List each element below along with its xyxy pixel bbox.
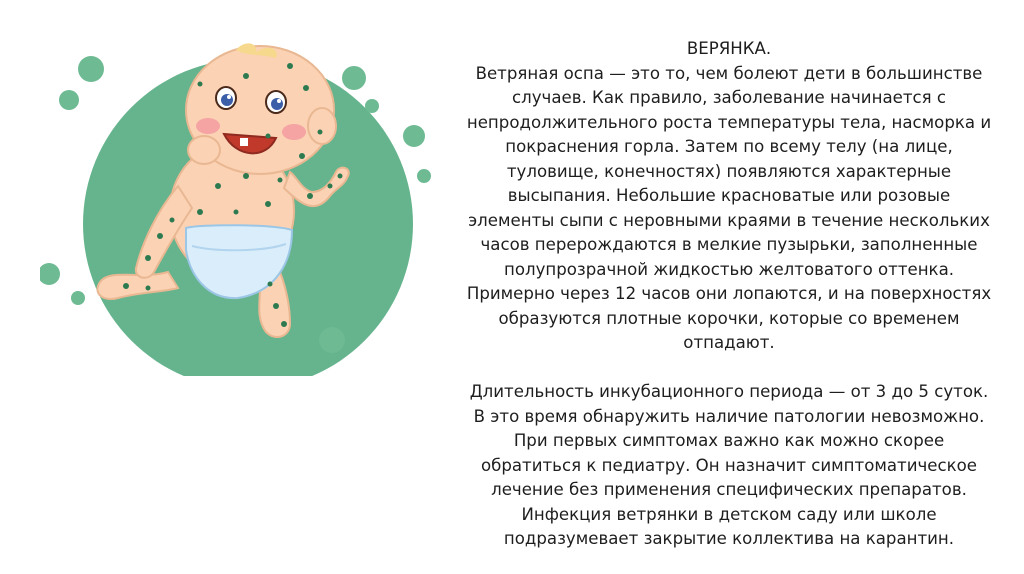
baby-with-chickenpox-illustration xyxy=(40,36,440,376)
text-line: При первых симптомах важно как можно скорее xyxy=(513,431,945,450)
text-line: непродолжительного роста температуры тела, насморка и xyxy=(466,112,992,132)
decor-dot xyxy=(403,125,425,147)
text-line: случаев. Как правило, заболевание начинается с xyxy=(512,88,946,107)
baby-illustration-svg xyxy=(40,36,440,376)
text-line: отпадают. xyxy=(683,333,775,352)
decor-dot xyxy=(40,263,60,285)
paragraph-2 xyxy=(448,380,1010,552)
decor-dot xyxy=(59,90,79,110)
text-line: Длительность инкубационного периода — от 3 до 5 суток. xyxy=(469,382,989,401)
decor-dot xyxy=(71,291,85,305)
text-line: часов перерождаются в мелкие пузырьки, заполненные xyxy=(480,235,978,254)
text-line: обратиться к педиатру. Он назначит симптоматическое xyxy=(480,455,978,475)
text-line: В это время обнаружить наличие патологии невозможно. xyxy=(473,406,985,426)
text-line: лечение без применения специфических препаратов. xyxy=(491,480,967,499)
text-line: подразумевает закрытие коллектива на карантин. xyxy=(503,529,955,548)
decor-dot xyxy=(78,56,104,82)
paragraph-gap xyxy=(448,356,1010,381)
text-line: Инфекция ветрянки в детском саду или школе xyxy=(521,504,937,524)
text-line: полупрозрачной жидкостью желтоватого оттенка. xyxy=(503,259,955,279)
text-line: туловище, конечностях) появляются характерные xyxy=(506,161,952,181)
decor-dot xyxy=(417,169,431,183)
text-line: покраснения горла. Затем по всему телу (на лице, xyxy=(505,137,953,156)
text-line: Ветряная оспа — это то, чем болеют дети в большинстве xyxy=(475,63,983,83)
text-line: высыпания. Небольшие красноватые или розовые xyxy=(507,186,951,205)
decor-dot xyxy=(342,66,366,90)
slide-heading: ВЕРЯНКА. xyxy=(686,39,772,58)
decor-dot xyxy=(319,327,345,353)
text-line: Примерно через 12 часов они лопаются, и на поверхностях xyxy=(466,284,992,303)
paragraph-1 xyxy=(448,37,1010,356)
slide-text xyxy=(448,37,1010,552)
decor-dot xyxy=(365,99,379,113)
text-line: образуются плотные корочки, которые со временем xyxy=(498,308,960,328)
text-line: элементы сыпи с неровными краями в течение нескольких xyxy=(468,210,990,230)
